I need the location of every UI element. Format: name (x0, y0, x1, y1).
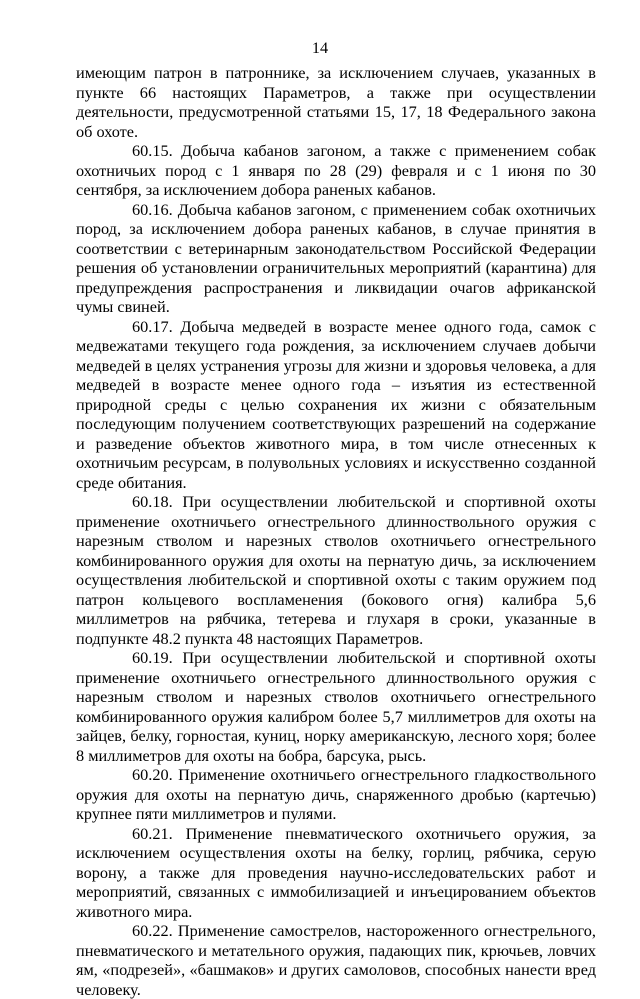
paragraph-60-22: 60.22. Применение самострелов, настороженного огнестрельного, пневматического и метательного оружия, падающих пик, крючьев, ловчих ям, «подрезей», «башмаков» и других самоловов, способных нанести вред человеку. (76, 921, 596, 999)
paragraph-60-17: 60.17. Добыча медведей в возрасте менее одного года, самок с медвежатами текущего года рождения, за исключением случаев добычи медведей в целях устранения угрозы для жизни и здоровья человека, а для медведей в возрасте менее одного года – изъятия из естественной природной среды с целью сохранения их жизни с обязательным последующим получением соответствующих разрешений на содержание и разведение объектов животного мира, в том числе отнесенных к охотничьим ресурсам, в полувольных условиях и искусственно созданной среде обитания. (76, 316, 596, 492)
paragraph-60-15: 60.15. Добыча кабанов загоном, а также с применением собак охотничьих пород с 1 января по 28 (29) февраля и с 1 июня по 30 сентября, за исключением добора раненых кабанов. (76, 141, 596, 199)
paragraph-60-20: 60.20. Применение охотничьего огнестрельного гладкоствольного оружия для охоты на пернатую дичь, снаряженного дробью (картечью) крупнее пяти миллиметров и пулями. (76, 765, 596, 823)
paragraph-60-18: 60.18. При осуществлении любительской и спортивной охоты применение охотничьего огнестрельного длинноствольного оружия с нарезным стволом и нарезных стволов охотничьего огнестрельного комбинированного оружия для охоты на пернатую дичь, за исключением осуществления любительской и спортивной охоты с таким оружием под патрон кольцевого воспламенения (бокового огня) калибра 5,6 миллиметров на рябчика, тетерева и глухаря в сроки, указанные в подпункте 48.2 пункта 48 настоящих Параметров. (76, 492, 596, 648)
paragraph-60-16: 60.16. Добыча кабанов загоном, с применением собак охотничьих пород, за исключением добора раненых кабанов, в случае принятия в соответствии с ветеринарным законодательством Российской Федерации решения об установлении ограничительных мероприятий (карантина) для предупреждения распространения и ликвидации очагов африканской чумы свиней. (76, 199, 596, 316)
paragraph-continuation: имеющим патрон в патроннике, за исключением случаев, указанных в пункте 66 настоящих Параметров, а также при осуществлении деятельности, предусмотренной статьями 15, 17, 18 Федерального закона об охоте. (76, 63, 596, 141)
page-number: 14 (311, 38, 329, 57)
document-body (76, 63, 596, 999)
paragraph-60-19: 60.19. При осуществлении любительской и спортивной охоты применение охотничьего огнестрельного длинноствольного оружия с нарезным стволом и нарезных стволов охотничьего огнестрельного комбинированного оружия калибром более 5,7 миллиметров для охоты на зайцев, белку, горностая, куниц, норку американскую, лесного хоря; более 8 миллиметров для охоты на бобра, барсука, рысь. (76, 648, 596, 765)
paragraph-60-21: 60.21. Применение пневматического охотничьего оружия, за исключением осуществления охоты на белку, горлиц, рябчика, серую ворону, а также для проведения научно-исследовательских работ и мероприятий, связанных с иммобилизацией и инъецированием объектов животного мира. (76, 823, 596, 921)
